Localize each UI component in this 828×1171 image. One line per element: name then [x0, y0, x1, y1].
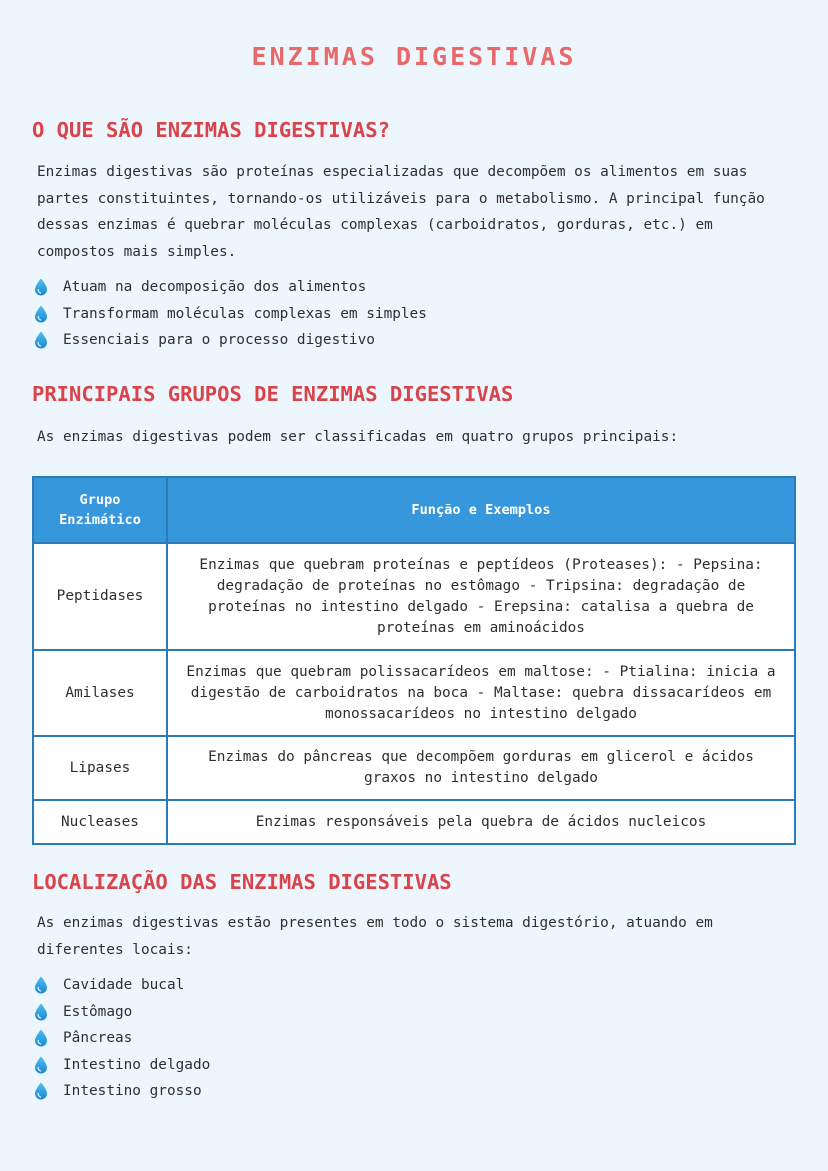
- list-item-text: Pâncreas: [63, 1030, 133, 1047]
- table-cell-function: Enzimas que quebram polissacarídeos em maltose: - Ptialina: inicia a digestão de carboidratos na boca - Maltase: quebra dissacarídeos em monossacarídeos no intestino delgado: [167, 650, 795, 736]
- intro-paragraph: Enzimas digestivas são proteínas especializadas que decompõem os alimentos em suas partes constituintes, tornando-os utilizáveis para o metabolismo. A principal função dessas enzimas é quebrar moléculas complexas (carboidratos, gorduras, etc.) em compostos mais simples.: [37, 164, 765, 260]
- water-drop-icon: [34, 1029, 48, 1047]
- list-item-text: Intestino delgado: [63, 1056, 211, 1073]
- list-item-text: Essenciais para o processo digestivo: [63, 332, 375, 349]
- list-item: [34, 1078, 210, 1105]
- list-item-text: Estômago: [63, 1003, 133, 1020]
- table-cell-function: Enzimas do pâncreas que decompõem gorduras em glicerol e ácidos graxos no intestino delgado: [167, 736, 795, 800]
- water-drop-icon: [34, 331, 48, 349]
- water-drop-icon: [34, 976, 48, 994]
- water-drop-icon: [34, 278, 48, 296]
- water-drop-icon: [34, 1003, 48, 1021]
- table-row: [33, 650, 795, 736]
- list-item: [34, 301, 427, 328]
- list-item: [34, 327, 427, 354]
- table-cell-group: Amilases: [33, 650, 167, 736]
- list-item-text: Cavidade bucal: [63, 977, 185, 994]
- table-cell-group: Peptidases: [33, 543, 167, 650]
- section-heading-groups: PRINCIPAIS GRUPOS DE ENZIMAS DIGESTIVAS: [32, 382, 514, 406]
- list-item: [34, 972, 210, 999]
- list-item: [34, 274, 427, 301]
- table-row: [33, 543, 795, 650]
- page-title: ENZIMAS DIGESTIVAS: [251, 42, 577, 71]
- table-header-group: Grupo Enzimático: [33, 477, 167, 543]
- water-drop-icon: [34, 1056, 48, 1074]
- list-item-text: Transformam moléculas complexas em simples: [63, 305, 427, 322]
- table-cell-function: Enzimas que quebram proteínas e peptídeos (Proteases): - Pepsina: degradação de proteínas no estômago - Tripsina: degradação de proteínas no intestino delgado - Erepsina: catalisa a quebra de proteínas em aminoácidos: [167, 543, 795, 650]
- list-item: [34, 999, 210, 1026]
- section-heading-intro: O QUE SÃO ENZIMAS DIGESTIVAS?: [32, 118, 390, 142]
- location-paragraph: As enzimas digestivas estão presentes em todo o sistema digestório, atuando em diferentes locais:: [37, 915, 713, 958]
- water-drop-icon: [34, 305, 48, 323]
- intro-bullet-list: [34, 274, 427, 354]
- list-item-text: Intestino grosso: [63, 1083, 202, 1100]
- list-item: [34, 1025, 210, 1052]
- location-bullet-list: [34, 972, 210, 1105]
- groups-paragraph: As enzimas digestivas podem ser classificadas em quatro grupos principais:: [37, 429, 679, 445]
- table-cell-group: Lipases: [33, 736, 167, 800]
- section-heading-location: LOCALIZAÇÃO DAS ENZIMAS DIGESTIVAS: [32, 870, 452, 894]
- water-drop-icon: [34, 1082, 48, 1100]
- list-item: [34, 1052, 210, 1079]
- list-item-text: Atuam na decomposição dos alimentos: [63, 279, 367, 296]
- table-cell-group: Nucleases: [33, 800, 167, 844]
- table-row: [33, 736, 795, 800]
- enzyme-groups-table: [32, 476, 796, 845]
- table-row: [33, 800, 795, 844]
- table-cell-function: Enzimas responsáveis pela quebra de ácidos nucleicos: [167, 800, 795, 844]
- table-header-function: Função e Exemplos: [167, 477, 795, 543]
- table-header-row: [33, 477, 795, 543]
